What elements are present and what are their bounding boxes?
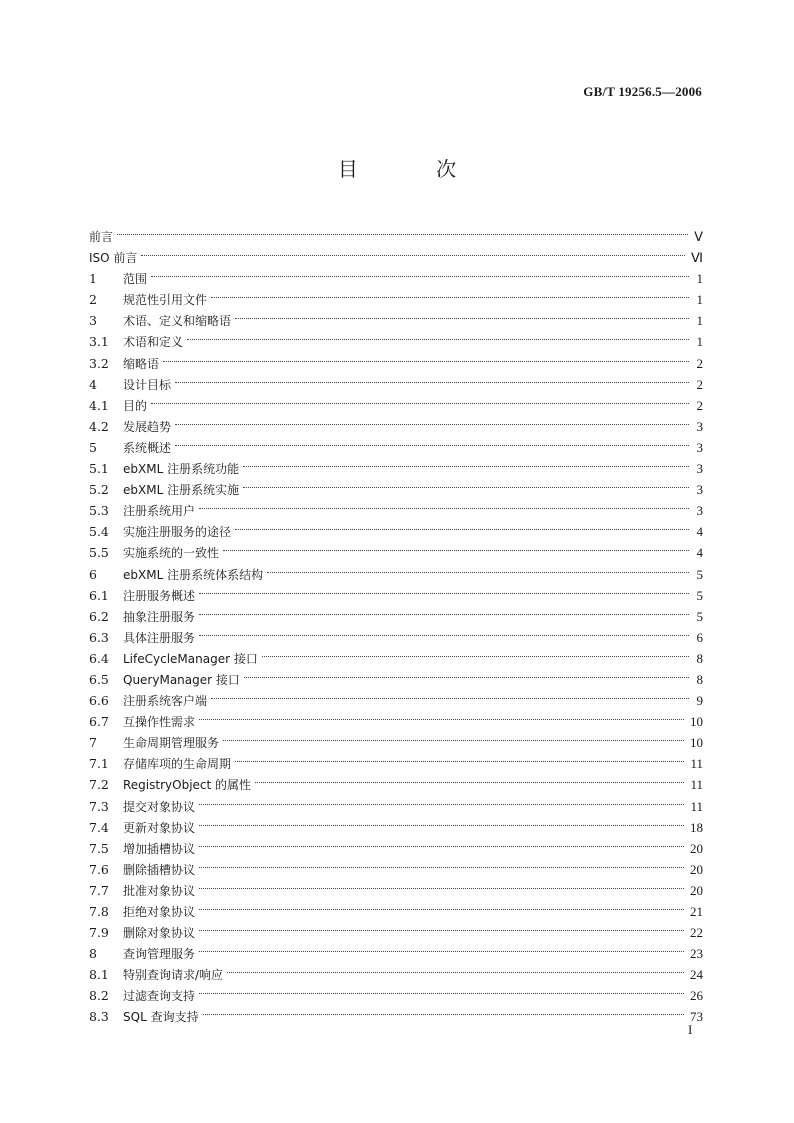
toc-entry-page: 2 bbox=[696, 355, 703, 371]
toc-entry-page: 1 bbox=[696, 292, 703, 308]
toc-entry-label: 设计目标 bbox=[123, 377, 172, 392]
toc-entry[interactable] bbox=[89, 220, 703, 244]
toc-entry-number: 7.5 bbox=[89, 840, 109, 856]
dot-leader bbox=[211, 283, 689, 304]
dot-leader bbox=[199, 853, 684, 874]
toc-entry-label: 注册系统客户端 bbox=[123, 694, 208, 709]
toc-entry-number: 7.8 bbox=[89, 904, 109, 919]
toc-entry-page: Ⅵ bbox=[691, 250, 703, 266]
toc-entry-number: 7.3 bbox=[89, 798, 109, 814]
toc-entry-page: 10 bbox=[690, 714, 703, 730]
toc-entry-number: 3 bbox=[89, 313, 97, 329]
toc-entry[interactable] bbox=[89, 283, 703, 308]
toc-entry-number: 6.7 bbox=[89, 714, 109, 730]
toc-entry-page: 20 bbox=[690, 861, 703, 877]
toc-entry-number: 3.2 bbox=[89, 355, 109, 371]
toc-entry-page: 20 bbox=[690, 882, 703, 898]
dot-leader bbox=[199, 494, 689, 515]
standard-code: GB/T 19256.5—2006 bbox=[583, 84, 702, 99]
dot-leader bbox=[163, 347, 689, 368]
toc-entry-page: 4 bbox=[696, 545, 703, 561]
toc-entry-page: 3 bbox=[696, 482, 703, 498]
toc-entry-page: 2 bbox=[696, 397, 703, 413]
dot-leader bbox=[243, 452, 689, 473]
toc-entry-page: 1 bbox=[696, 313, 703, 329]
toc-entry-label: 范围 bbox=[123, 272, 148, 287]
toc-entry-label: 存储库项的生命周期 bbox=[123, 757, 232, 772]
toc-entry-label: 注册系统用户 bbox=[123, 504, 196, 519]
toc-entry-number: 5.1 bbox=[89, 461, 109, 477]
toc-entry-number: 6.2 bbox=[89, 608, 109, 624]
dot-leader bbox=[262, 642, 689, 663]
dot-leader bbox=[199, 811, 684, 832]
toc-entry-number: 6.6 bbox=[89, 693, 109, 709]
toc-entry-number: 6 bbox=[89, 566, 97, 582]
toc-entry-number: 1 bbox=[89, 271, 97, 287]
toc-entry-page: 26 bbox=[690, 988, 703, 1004]
dot-leader bbox=[235, 747, 684, 768]
toc-entry-page: Ⅴ bbox=[694, 229, 703, 244]
toc-entry-label: 提交对象协议 bbox=[123, 799, 196, 814]
toc-entry-number: 7 bbox=[89, 735, 97, 751]
toc-entry-label: 实施注册服务的途径 bbox=[123, 525, 232, 540]
page-number: I bbox=[688, 1022, 693, 1037]
toc-entry-page: 18 bbox=[690, 819, 703, 835]
toc-entry-label: 目的 bbox=[123, 398, 148, 413]
toc-entry-label: 系统概述 bbox=[123, 440, 172, 455]
toc-entry-number: 5 bbox=[89, 439, 97, 455]
toc-entry-label: 删除插槽协议 bbox=[123, 862, 196, 877]
toc-entry-label: 特别查询请求/响应 bbox=[123, 968, 224, 983]
toc-entry-label: 生命周期管理服务 bbox=[123, 736, 220, 751]
dot-leader bbox=[199, 705, 684, 726]
toc-entry-page: 73 bbox=[690, 1009, 703, 1025]
toc-entry-label: 规范性引用文件 bbox=[123, 293, 208, 308]
dot-leader bbox=[151, 262, 689, 283]
toc-entry[interactable] bbox=[89, 431, 703, 455]
toc-entry-page: 6 bbox=[696, 629, 703, 645]
toc-entry-label: 抽象注册服务 bbox=[123, 609, 196, 624]
dot-leader bbox=[235, 515, 689, 536]
toc-entry[interactable] bbox=[89, 368, 703, 392]
toc-entry-label: QueryManager 接口 bbox=[123, 672, 240, 687]
toc-entry-page: 11 bbox=[690, 798, 703, 814]
toc-entry-page: 1 bbox=[696, 271, 703, 287]
dot-leader bbox=[151, 389, 689, 410]
toc-entry-label: 前言 bbox=[89, 230, 114, 244]
toc-entry-label: SQL 查询支持 bbox=[123, 1010, 199, 1025]
dot-leader bbox=[141, 241, 685, 262]
toc-entry-page: 11 bbox=[690, 756, 703, 772]
toc-entry-page: 1 bbox=[696, 334, 703, 350]
toc-entry-number: 5.5 bbox=[89, 545, 109, 561]
toc-entry[interactable] bbox=[89, 452, 703, 477]
dot-leader bbox=[243, 473, 689, 494]
dot-leader bbox=[223, 726, 684, 747]
dot-leader bbox=[199, 979, 684, 1000]
dot-leader bbox=[199, 790, 684, 811]
dot-leader bbox=[117, 220, 688, 241]
toc-entry-label: 拒绝对象协议 bbox=[123, 905, 196, 919]
dot-leader bbox=[199, 600, 689, 621]
toc-entry-page: 3 bbox=[696, 461, 703, 477]
toc-entry-number: 5.3 bbox=[89, 503, 109, 519]
toc-entry-label: ISO 前言 bbox=[89, 251, 138, 266]
dot-leader bbox=[203, 1000, 684, 1021]
toc-entry-label: 批准对象协议 bbox=[123, 883, 196, 898]
toc-entry-page: 11 bbox=[690, 777, 703, 793]
dot-leader bbox=[255, 768, 684, 789]
dot-leader bbox=[175, 431, 689, 452]
toc-entry[interactable] bbox=[89, 389, 703, 413]
toc-entry-number: 5.4 bbox=[89, 524, 109, 540]
toc-entry-label: ebXML 注册系统功能 bbox=[123, 462, 240, 477]
toc-entry-number: 8.1 bbox=[89, 967, 109, 983]
toc-entry-page: 4 bbox=[696, 524, 703, 540]
toc-entry-number: 7.9 bbox=[89, 925, 109, 941]
toc-entry-page: 3 bbox=[696, 439, 703, 455]
dot-leader bbox=[223, 536, 689, 557]
toc-entry-number: 8.2 bbox=[89, 988, 109, 1004]
toc-entry-page: 23 bbox=[690, 946, 703, 962]
toc-entry-label: 术语、定义和缩略语 bbox=[123, 314, 232, 329]
toc-entry-label: RegistryObject 的属性 bbox=[123, 778, 252, 793]
toc-entry-label: 过滤查询支持 bbox=[123, 989, 196, 1004]
toc-entry-page: 9 bbox=[696, 693, 703, 709]
table-of-contents bbox=[89, 220, 703, 1025]
toc-entry-label: 实施系统的一致性 bbox=[123, 546, 220, 561]
toc-entry-page: 5 bbox=[696, 566, 703, 582]
toc-entry[interactable] bbox=[89, 262, 703, 287]
toc-entry-number: 8.3 bbox=[89, 1009, 109, 1025]
toc-entry-label: 注册服务概述 bbox=[123, 588, 196, 603]
toc-entry-number: 6.3 bbox=[89, 629, 109, 645]
toc-entry-label: 更新对象协议 bbox=[123, 820, 196, 835]
page-title: 目 次 bbox=[337, 157, 493, 181]
toc-entry[interactable] bbox=[89, 410, 703, 434]
toc-entry-page: 22 bbox=[690, 925, 703, 941]
dot-leader bbox=[267, 558, 689, 579]
toc-entry-label: ebXML 注册系统实施 bbox=[123, 483, 240, 498]
toc-entry-page: 3 bbox=[696, 503, 703, 519]
dot-leader bbox=[187, 325, 689, 346]
toc-entry-label: 术语和定义 bbox=[123, 335, 184, 350]
toc-entry[interactable] bbox=[89, 241, 703, 266]
toc-entry-number: 7.1 bbox=[89, 756, 109, 772]
toc-entry-number: 7.2 bbox=[89, 777, 109, 793]
toc-entry-number: 7.6 bbox=[89, 861, 109, 877]
dot-leader bbox=[199, 621, 689, 642]
dot-leader bbox=[199, 832, 684, 853]
toc-entry-label: 删除对象协议 bbox=[123, 926, 196, 941]
toc-entry-label: 增加插槽协议 bbox=[123, 841, 196, 856]
dot-leader bbox=[199, 579, 689, 600]
toc-entry-page: 10 bbox=[690, 735, 703, 751]
dot-leader bbox=[227, 958, 684, 979]
toc-entry-label: ebXML 注册系统体系结构 bbox=[123, 567, 264, 582]
toc-entry-number: 4 bbox=[89, 376, 97, 392]
toc-entry-label: 查询管理服务 bbox=[123, 947, 196, 962]
toc-entry-number: 7.7 bbox=[89, 882, 109, 898]
toc-entry-label: 发展趋势 bbox=[123, 419, 172, 434]
toc-entry-page: 8 bbox=[696, 650, 703, 666]
toc-entry-number: 8 bbox=[89, 946, 97, 962]
toc-entry-page: 24 bbox=[690, 967, 703, 983]
toc-entry-page: 21 bbox=[690, 904, 703, 919]
toc-entry-number: 6.1 bbox=[89, 587, 109, 603]
dot-leader bbox=[199, 916, 684, 937]
dot-leader bbox=[235, 304, 689, 325]
toc-entry-number: 4.2 bbox=[89, 418, 109, 434]
toc-entry-page: 2 bbox=[696, 376, 703, 392]
toc-entry[interactable] bbox=[89, 347, 703, 371]
toc-entry-number: 6.4 bbox=[89, 650, 109, 666]
toc-entry-number: 2 bbox=[89, 292, 97, 308]
toc-entry-label: 互操作性需求 bbox=[123, 715, 196, 730]
dot-leader bbox=[175, 368, 689, 389]
dot-leader bbox=[244, 663, 689, 684]
toc-entry-number: 4.1 bbox=[89, 397, 109, 413]
toc-entry-number: 5.2 bbox=[89, 482, 109, 498]
toc-entry-page: 8 bbox=[696, 671, 703, 687]
dot-leader bbox=[199, 895, 684, 916]
toc-entry-number: 6.5 bbox=[89, 671, 109, 687]
toc-entry-label: 具体注册服务 bbox=[123, 630, 196, 645]
dot-leader bbox=[199, 937, 684, 958]
toc-entry-page: 20 bbox=[690, 840, 703, 856]
dot-leader bbox=[199, 874, 684, 895]
toc-entry-page: 5 bbox=[696, 587, 703, 603]
toc-entry-label: LifeCycleManager 接口 bbox=[123, 651, 258, 666]
toc-entry-label: 缩略语 bbox=[123, 356, 160, 371]
toc-entry-number: 7.4 bbox=[89, 819, 109, 835]
dot-leader bbox=[175, 410, 689, 431]
toc-entry-page: 5 bbox=[696, 608, 703, 624]
dot-leader bbox=[211, 684, 689, 705]
toc-entry-number: 3.1 bbox=[89, 334, 109, 350]
toc-entry-page: 3 bbox=[696, 418, 703, 434]
